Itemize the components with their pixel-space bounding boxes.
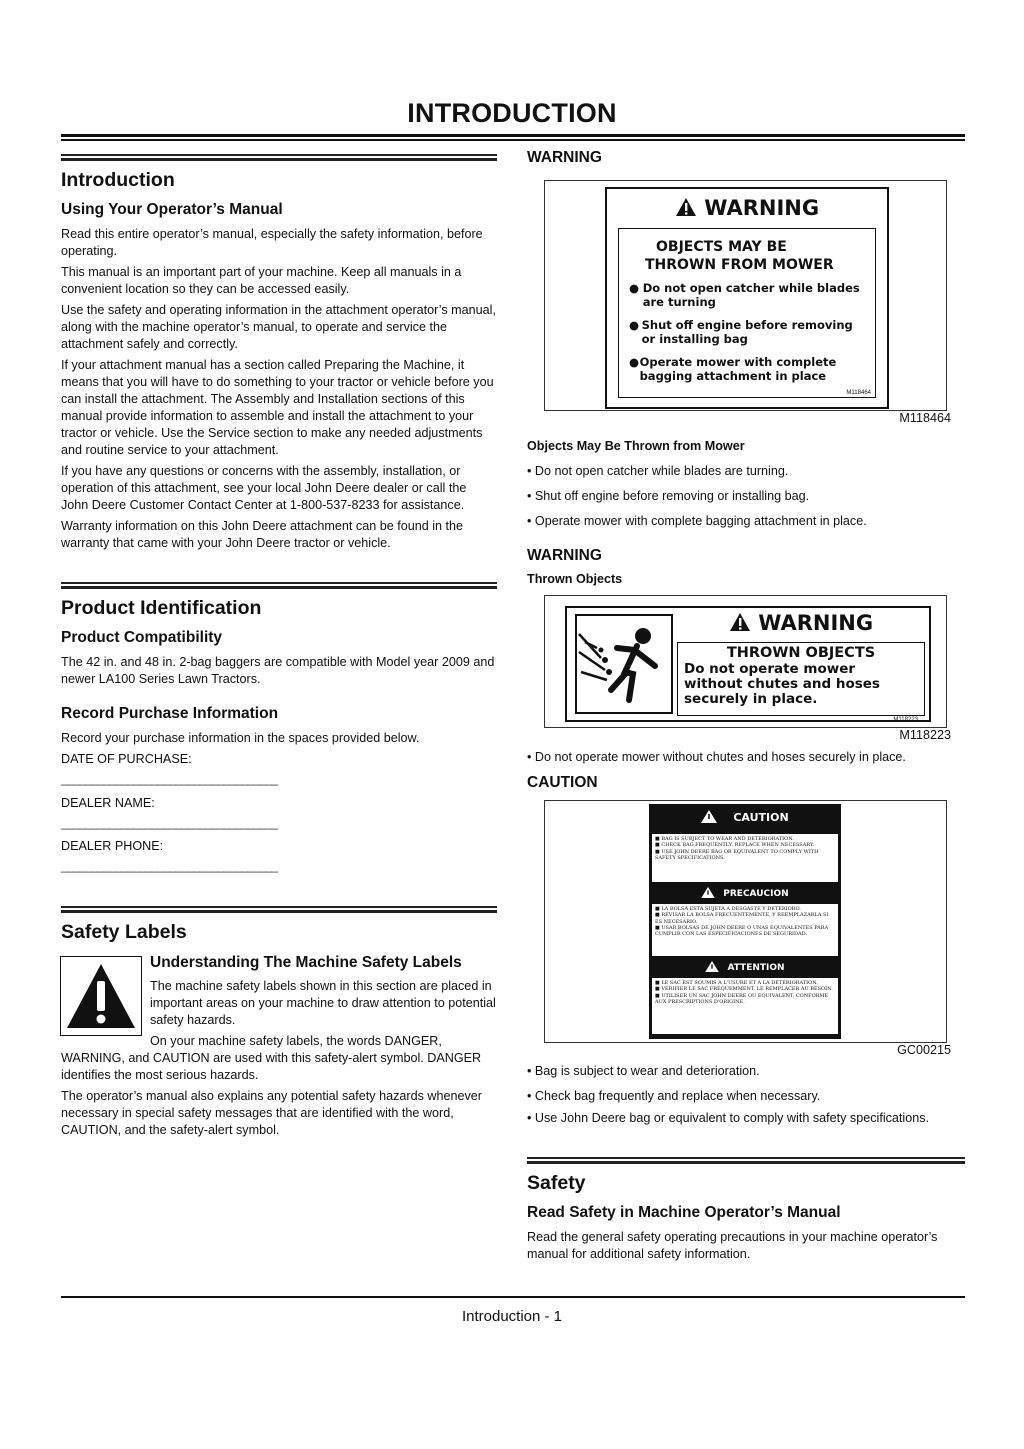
compat-text: The 42 in. and 48 in. 2-bag baggers are compatible with Model year 2009 and newer LA100 Series Lawn Tractors. <box>61 655 495 686</box>
warning2-subheading: Thrown Objects <box>527 572 623 586</box>
caution-fig-code: GC00215 <box>897 1043 951 1057</box>
warning2-decal-line: Do not operate mower <box>684 661 856 677</box>
safety-subheading: Read Safety in Machine Operator’s Manual <box>527 1204 841 1221</box>
warning1-decal-title: WARNING <box>607 196 887 222</box>
thrown-object-person-icon <box>575 614 673 714</box>
manual-subheading: Using Your Operator’s Manual <box>61 201 283 218</box>
title-rule <box>61 134 965 142</box>
safety-heading: Safety <box>527 1172 586 1194</box>
intro-paragraph: Read this entire operator’s manual, especially the safety information, before operating. <box>61 227 483 258</box>
caution-heading: CAUTION <box>527 774 598 791</box>
caution-decal-title: CAUTION <box>649 808 841 828</box>
warning2-bullet: • Do not operate mower without chutes and hoses securely in place. <box>527 750 906 764</box>
caution-decal-line: ■ CHECK BAG FREQUENTLY, REPLACE WHEN NECESSARY. <box>655 842 815 849</box>
intro-body <box>61 226 497 552</box>
warning2-decal-line1: THROWN OBJECTS <box>726 645 876 661</box>
caution-bullet: • Check bag frequently and replace when necessary. <box>527 1089 821 1103</box>
intro-heading: Introduction <box>61 169 175 191</box>
record-subheading: Record Purchase Information <box>61 705 279 722</box>
warning1-decal-line2: THROWN FROM MOWER <box>645 257 834 273</box>
caution-triangle-icon <box>701 810 717 830</box>
warning1-caption: Objects May Be Thrown from Mower <box>527 439 745 453</box>
section-rule-intro <box>61 154 497 162</box>
warning1-heading: WARNING <box>527 149 602 166</box>
warning1-decal <box>605 187 889 409</box>
caution-decal-line: ■ USAR BOLSAS DE JOHN DEERE O UNAS EQUIVALENTES PARA CUMPLIR CON LAS ESPECIFICACIONES DE SEGURIDAD. <box>655 924 829 938</box>
caution-figure <box>544 800 947 1043</box>
warning2-decal-line: securely in place. <box>684 691 818 707</box>
caution-triangle-icon <box>701 887 715 904</box>
intro-paragraph: Use the safety and operating information in the attachment operator’s manual, along with the machine operator’s manual, to operate and service the attachment safely and correctly. <box>61 303 496 351</box>
warning-triangle-icon <box>729 612 751 637</box>
thrown-objects-pictogram <box>575 614 673 714</box>
caution-decal-line: ■ UTILISER UN SAC JOHN DEERE OU ÉQUIVALENT, CONFORME AUX PRESCRIPTIONS D'ORIGINE. <box>655 992 829 1005</box>
section-rule-safety-labels <box>61 906 497 914</box>
warning1-fig-code: M118464 <box>899 411 951 425</box>
warning1-bullet: • Shut off engine before removing or installing bag. <box>527 489 810 503</box>
warning1-figure <box>544 180 947 411</box>
safety-labels-body <box>61 1033 497 1139</box>
warning1-decal-bullets <box>629 281 867 383</box>
intro-paragraph: This manual is an important part of your machine. Keep all manuals in a convenient location so they can be accessed easily. <box>61 265 462 296</box>
caution-decal-line: ■ USE JOHN DEERE BAG OR EQUIVALENT TO COMPLY WITH SAFETY SPECIFICATIONS. <box>655 848 819 861</box>
understanding-subheading: Understanding The Machine Safety Labels <box>150 954 462 971</box>
date-field-label: DATE OF PURCHASE: <box>61 752 192 766</box>
intro-paragraph: If you have any questions or concerns with the assembly, installation, or operation of this attachment, see your local John Deere dealer or call the John Deere Customer Contact Center at 1-800-537-8233 for assistance. <box>61 464 467 512</box>
warning2-decal <box>565 606 931 722</box>
caution-bullet: • Bag is subject to wear and deterioration. <box>527 1064 760 1078</box>
compat-subheading: Product Compatibility <box>61 629 223 646</box>
dealer-phone-blank-line: ____________________________________ <box>61 859 278 873</box>
caution-decal-line: ■ LE SAC EST SOUMIS A L'USURE ET A LA DÉTÉRIORATION. <box>655 980 818 986</box>
warning1-bullet: • Operate mower with complete bagging attachment in place. <box>527 514 867 528</box>
warning2-decal-inner <box>677 642 925 723</box>
warning2-figure <box>544 595 947 728</box>
precaucion-decal-title: PRECAUCION <box>649 886 841 902</box>
warning2-decal-line: without chutes and hoses <box>684 676 880 692</box>
product-heading: Product Identification <box>61 597 262 619</box>
attention-decal-title: ATTENTION <box>649 960 841 976</box>
caution-decal-line: ■ LA BOLSA ESTA SUJETA A DESGASTE Y DETERIORO. <box>655 906 801 912</box>
dealer-phone-label: DEALER PHONE: <box>61 839 164 853</box>
date-blank-line: ____________________________________ <box>61 772 278 786</box>
warning1-decal-code: M118464 <box>846 390 871 396</box>
warning1-decal-inner <box>618 228 876 398</box>
footer-rule <box>61 1296 965 1298</box>
warning1-bullet: • Do not open catcher while blades are turning. <box>527 464 789 478</box>
intro-paragraph: Warranty information on this John Deere attachment can be found in the warranty that came with your John Deere tractor or vehicle. <box>61 519 464 550</box>
safety-labels-para1: The machine safety labels shown in this section are placed in important areas on your machine to draw attention to potential safety hazards. <box>150 979 496 1027</box>
warning1-decal-bullet: ● Shut off engine before removing or installing bag <box>629 318 853 346</box>
page-title: INTRODUCTION <box>407 98 617 128</box>
warning2-fig-code: M118223 <box>899 728 951 742</box>
page-footer: Introduction - 1 <box>461 1308 563 1325</box>
warning-triangle-icon <box>675 197 697 222</box>
caution-decal-english <box>652 834 838 882</box>
caution-bullet: • Use John Deere bag or equivalent to comply with safety specifications. <box>527 1111 930 1125</box>
section-rule-product <box>61 582 497 590</box>
section-rule-safety <box>527 1157 965 1165</box>
caution-triangle-icon <box>705 961 719 978</box>
warning2-decal-title: WARNING <box>677 611 925 637</box>
safety-alert-icon <box>61 957 141 1035</box>
warning2-decal-code: M118223 <box>893 717 918 723</box>
record-text: Record your purchase information in the spaces provided below. <box>61 731 420 745</box>
intro-paragraph: If your attachment manual has a section called Preparing the Machine, it means that you will have to do something to your tractor or vehicle before you can install the attachment. The Assembly and Installation sections of this manual provide information to assemble and install the attachment to your tractor or vehicle. Use the Service section to make any needed adjustments and routine service to your attachment. <box>61 358 494 457</box>
warning1-decal-bullet: ● Do not open catcher while blades are turning <box>629 281 860 309</box>
safety-labels-heading: Safety Labels <box>61 921 187 943</box>
caution-decal-spanish <box>652 904 838 956</box>
caution-decal <box>649 804 841 1039</box>
safety-labels-para3: The operator’s manual also explains any potential safety hazards whenever necessary in special safety messages that are identified with the word, CAUTION, and the safety-alert symbol. <box>61 1089 482 1137</box>
caution-decal-french <box>652 978 838 1034</box>
warning2-decal-lines <box>684 662 880 707</box>
safety-labels-para2: On your machine safety labels, the words DANGER, WARNING, and CAUTION are used with this safety-alert symbol. DANGER identifies the most serious hazards. <box>61 1034 482 1082</box>
safety-text: Read the general safety operating precautions in your machine operator’s manual for additional safety information. <box>527 1230 938 1261</box>
caution-decal-line: ■ BAG IS SUBJECT TO WEAR AND DETERIORATION. <box>655 836 794 842</box>
warning2-heading: WARNING <box>527 547 602 564</box>
warning1-decal-line1: OBJECTS MAY BE <box>656 239 787 255</box>
dealer-name-blank-line: ____________________________________ <box>61 816 278 830</box>
caution-decal-line: ■ VÉRIFIER LE SAC FRÉQUEMMENT, LE REMPLACER AU BESOIN. <box>655 986 833 993</box>
caution-decal-line: ■ REVISAR LA BOLSA FRECUENTEMENTE, Y REEMPLAZARLA SI ES NECESARIO. <box>655 912 829 925</box>
warning1-decal-bullet: ● Operate mower with complete bagging attachment in place <box>629 355 837 383</box>
dealer-name-label: DEALER NAME: <box>61 796 155 810</box>
safety-alert-symbol-box <box>60 956 142 1036</box>
